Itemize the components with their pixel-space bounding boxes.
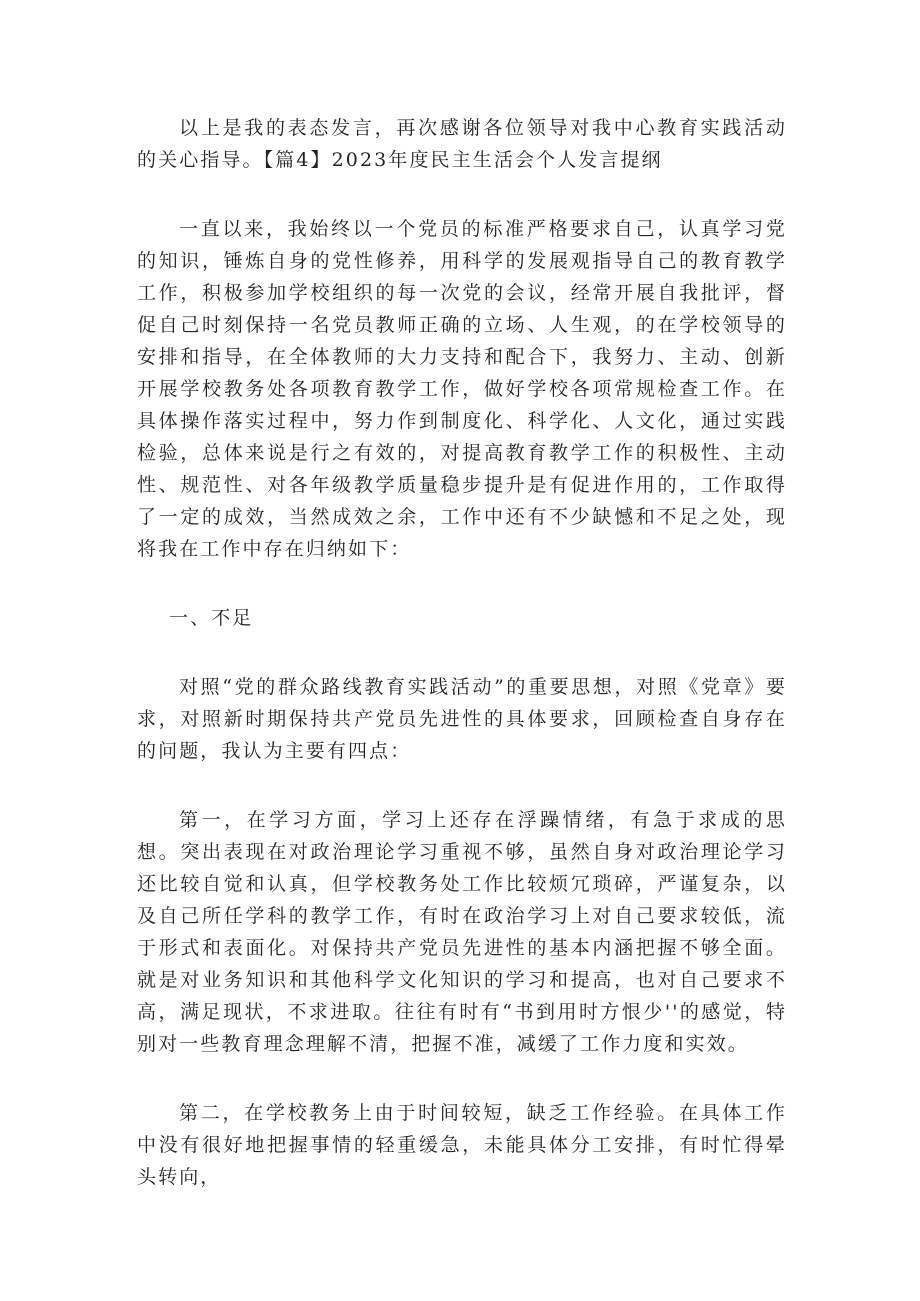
review-paragraph: 对照“党的群众路线教育实践活动”的重要思想，对照《党章》要求，对照新时期保持共产党员先进性的具体要求，回顾检查自身存在的问题，我认为主要有四点： <box>137 676 787 762</box>
closing-paragraph: 以上是我的表态发言，再次感谢各位领导对我中心教育实践活动的关心指导。【篇4】2023年度民主生活会个人发言提纲 <box>137 117 787 171</box>
second-point-paragraph: 第二，在学校教务上由于时间较短，缺乏工作经验。在具体工作中没有很好地把握事情的轻重缓急，未能具体分工安排，有时忙得晕头转向， <box>137 1102 787 1188</box>
intro-paragraph: 一直以来，我始终以一个党员的标准严格要求自己，认真学习党的知识，锤炼自身的党性修养，用科学的发展观指导自己的教育教学工作，积极参加学校组织的每一次党的会议，经常开展自我批评，督促自己时刻保持一名党员教师正确的立场、人生观，的在学校领导的安排和指导，在全体教师的大力支持和配合下，我努力、主动、创新开展学校教务处各项教育教学工作，做好学校各项常规检查工作。在具体操作落实过程中，努力作到制度化、科学化、人文化，通过实践检验，总体来说是行之有效的，对提高教育教学工作的积极性、主动性、规范性、对各年级教学质量稳步提升是有促进作用的，工作取得了一定的成效，当然成效之余，工作中还有不少缺憾和不足之处，现将我在工作中存在归纳如下： <box>137 218 787 560</box>
first-point-paragraph: 第一，在学习方面，学习上还存在浮躁情绪，有急于求成的思想。突出表现在对政治理论学习重视不够，虽然自身对政治理论学习还比较自觉和认真，但学校教务处工作比较烦冗琐碎，严谨复杂，以及自己所任学科的教学工作，有时在政治学习上对自己要求较低，流于形式和表面化。对保持共产党员先进性的基本内涵把握不够全面。就是对业务知识和其他科学文化知识的学习和提高，也对自己要求不高，满足现状，不求进取。往往有时有“书到用时方恨少''的感觉，特别对一些教育理念理解不清，把握不准，减缓了工作力度和实效。 <box>137 809 787 1055</box>
section-heading-shortcomings: 一、不足 <box>169 607 254 629</box>
document-body <box>137 112 787 1230</box>
